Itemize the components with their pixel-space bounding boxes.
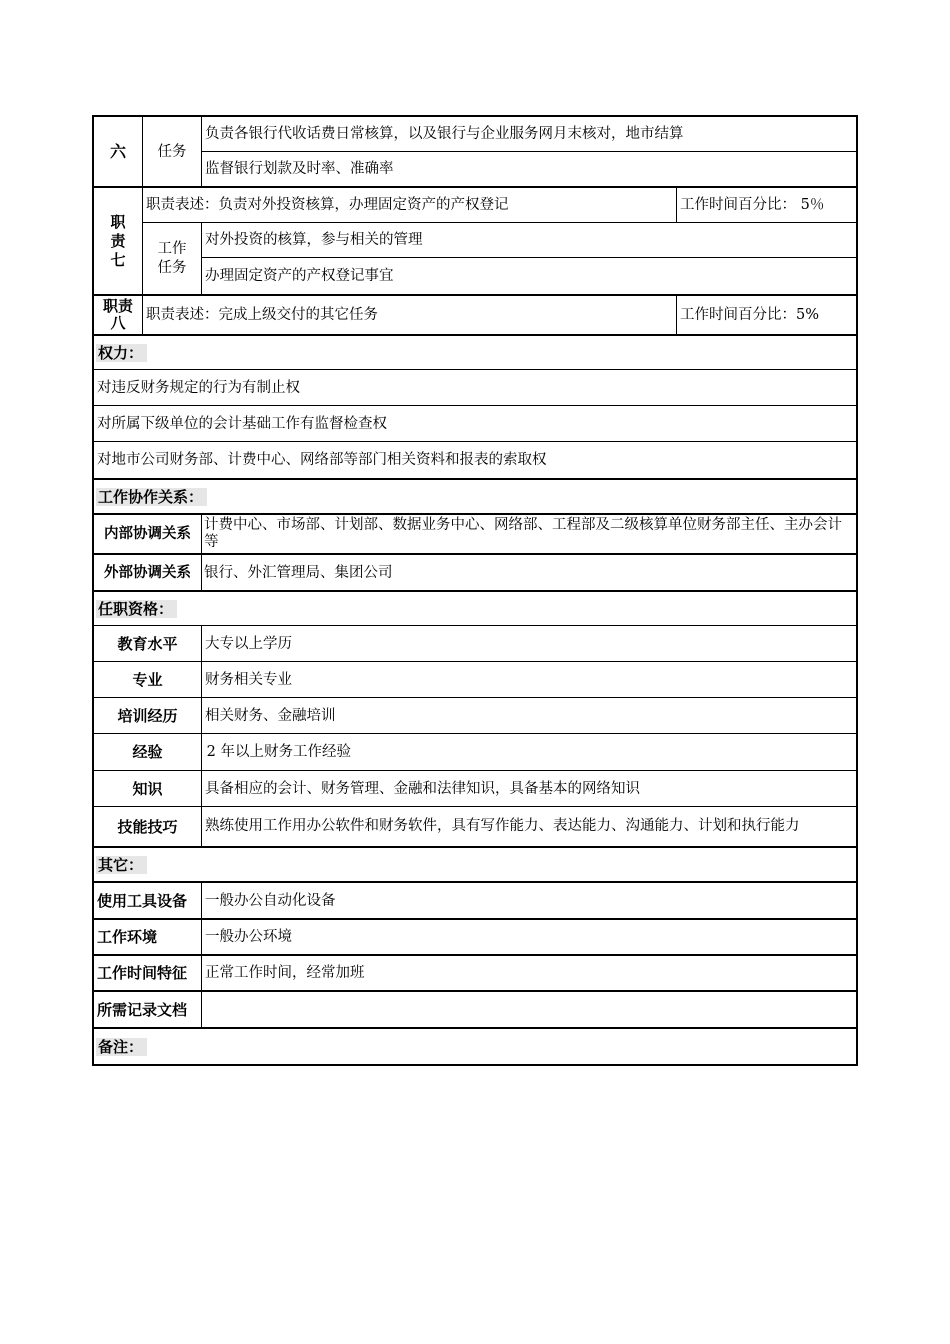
cooperation-section-title: [96, 480, 854, 513]
other-label: 使用工具设备: [97, 891, 188, 910]
duty7-task-label-text: 工作任务: [157, 240, 187, 276]
other-label: 所需记录文档: [97, 1000, 188, 1019]
duty7-label: [94, 188, 142, 294]
internal-coordination-label: 内部协调关系: [104, 526, 191, 542]
other-label: 工作时间特征: [97, 964, 188, 982]
other-value: 一般办公自动化设备: [205, 892, 336, 909]
qualification-value: 具备相应的会计、财务管理、金融和法律知识，具备基本的网络知识: [205, 780, 640, 797]
authority-item-3: 对地市公司财务部、计费中心、网络部等部门相关资料和报表的索取权: [97, 452, 547, 468]
duty6-task-1: 负责各银行代收话费日常核算，以及银行与企业服务网月末核对，地市结算: [205, 126, 684, 142]
external-coordination-label: 外部协调关系: [104, 564, 191, 581]
other-section-title: [96, 848, 854, 881]
duty6-label: 六: [109, 141, 126, 161]
duty7-task-1: 对外投资的核算，参与相关的管理: [205, 232, 423, 248]
internal-coordination-value: 计费中心、市场部、计划部、数据业务中心、网络部、工程部及二级核算单位财务部主任、主办会计等: [204, 517, 842, 550]
duty7-label-text: 职责七: [110, 212, 126, 269]
qualification-label: 培训经历: [117, 706, 178, 725]
duty7-statement: 职责表述：负责对外投资核算，办理固定资产的产权登记: [146, 197, 509, 213]
duty7-time-percentage: 工作时间百分比： 5％: [680, 197, 825, 213]
job-description-table: [92, 115, 858, 1066]
qualification-label: 经验: [132, 743, 163, 761]
authority-item-2: 对所属下级单位的会计基础工作有监督检查权: [97, 415, 387, 432]
authority-title: 权力：: [96, 344, 147, 362]
qualification-label: 知识: [132, 779, 163, 798]
qualifications-title: 任职资格：: [96, 600, 177, 618]
qualification-label: 专业: [132, 670, 163, 689]
qualification-value: 大专以上学历: [205, 635, 292, 652]
duty8-statement: 职责表述：完成上级交付的其它任务: [146, 307, 378, 323]
remarks-title: 备注：: [96, 1038, 147, 1056]
qualification-value: 相关财务、金融培训: [205, 707, 336, 724]
authority-item-1: 对违反财务规定的行为有制止权: [97, 379, 300, 396]
qualification-value: 2 年以上财务工作经验: [202, 744, 351, 760]
duty8-label-text: 职责八: [102, 297, 133, 332]
qualification-label: 技能技巧: [117, 817, 178, 836]
other-value: [205, 992, 855, 1027]
qualification-value: 熟练使用工作用办公软件和财务软件，具有写作能力、表达能力、沟通能力、计划和执行能力: [205, 818, 800, 834]
duty6-task-2: 监督银行划款及时率、准确率: [205, 161, 394, 177]
qualifications-section-title: [96, 592, 854, 625]
qualification-label: 教育水平: [117, 634, 178, 653]
other-value: 正常工作时间，经常加班: [205, 965, 365, 981]
duty8-time-percentage: 工作时间百分比：5%: [680, 307, 820, 323]
external-coordination-value: 银行、外汇管理局、集团公司: [204, 564, 393, 581]
other-title: 其它：: [96, 856, 147, 874]
duty8-label: [94, 296, 142, 334]
authority-section-title: [96, 336, 854, 369]
duty7-task-2: 办理固定资产的产权登记事宜: [205, 268, 394, 284]
remarks-section-title: [96, 1029, 854, 1064]
duty6-task-label: 任务: [157, 143, 187, 160]
qualification-value: 财务相关专业: [205, 671, 292, 688]
other-label: 工作环境: [97, 928, 158, 946]
duty7-task-label: [143, 223, 201, 294]
cooperation-title: 工作协作关系：: [96, 488, 207, 506]
other-value: 一般办公环境: [205, 929, 292, 945]
